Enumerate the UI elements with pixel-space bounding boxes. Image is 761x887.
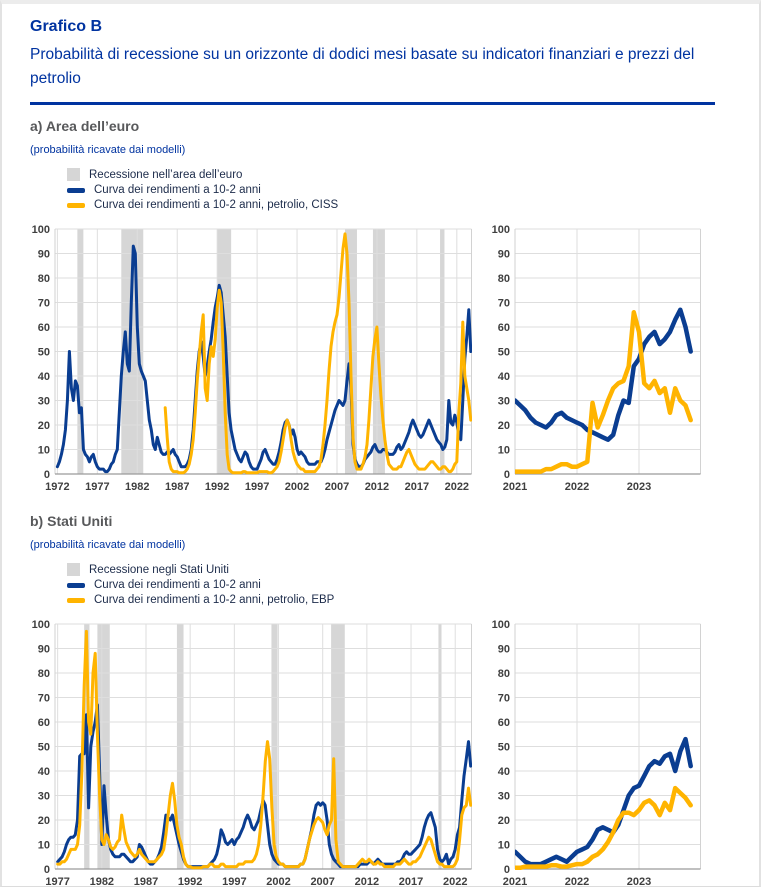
y-tick-label: 60 (497, 717, 510, 730)
legend-item-yield-curve (67, 184, 713, 196)
y-tick-label: 60 (37, 322, 50, 335)
y-tick-label: 100 (31, 619, 50, 632)
y-tick-label: 10 (497, 444, 510, 457)
y-tick-label: 20 (37, 420, 50, 433)
y-tick-label: 100 (491, 619, 510, 632)
y-tick-label: 50 (37, 346, 50, 359)
legend-label: Curva dei rendimenti a 10-2 anni (94, 579, 261, 592)
y-tick-label: 50 (37, 741, 50, 754)
panel-b-legend (67, 563, 713, 606)
y-tick-label: 40 (497, 766, 510, 779)
y-tick-label: 60 (37, 717, 50, 730)
euro-area-main-chart (30, 221, 472, 499)
recession-band-swatch (67, 168, 80, 181)
panel-a-legend (67, 168, 713, 211)
panel-b-units: (probabilità ricavate dai modelli) (30, 539, 186, 552)
x-tick-label: 2021 (502, 876, 528, 887)
x-tick-label: 1992 (177, 876, 203, 887)
legend-item-yield-oil-ciss (67, 199, 713, 211)
y-tick-label: 10 (37, 839, 50, 852)
x-tick-label: 2007 (310, 876, 335, 887)
y-tick-label: 50 (497, 741, 510, 754)
y-tick-label: 70 (37, 692, 50, 705)
panel-b-heading: b) Stati Uniti (30, 513, 113, 530)
y-tick-label: 30 (37, 395, 50, 408)
y-tick-label: 0 (503, 864, 510, 877)
panel-united-states (30, 513, 713, 887)
panel-a-charts (30, 221, 713, 499)
y-tick-label: 90 (37, 643, 50, 656)
y-tick-label: 70 (497, 297, 510, 310)
x-tick-label: 2012 (354, 876, 380, 887)
y-tick-label: 10 (37, 444, 50, 457)
y-tick-label: 0 (503, 469, 510, 482)
legend-label: Recessione nell’area dell’euro (89, 168, 243, 181)
y-tick-label: 60 (497, 322, 510, 335)
legend-label: Recessione negli Stati Uniti (89, 563, 229, 576)
y-tick-label: 70 (37, 297, 50, 310)
x-tick-label: 1992 (204, 481, 230, 494)
panel-euro-area (30, 118, 713, 499)
recession-band-swatch (67, 563, 80, 576)
euro-area-history-svg (30, 221, 472, 494)
x-tick-label: 2022 (444, 481, 470, 494)
y-tick-label: 80 (497, 273, 510, 286)
us-history-svg (30, 616, 472, 887)
blue-line-swatch (67, 188, 85, 193)
x-tick-label: 2022 (564, 481, 590, 494)
y-tick-label: 30 (497, 790, 510, 803)
y-tick-label: 90 (497, 643, 510, 656)
us-detail-chart (488, 616, 701, 887)
x-tick-label: 2022 (442, 876, 468, 887)
x-tick-label: 2017 (398, 876, 424, 887)
series-line-orange (165, 234, 471, 473)
x-tick-label: 2002 (266, 876, 291, 887)
y-tick-label: 90 (37, 248, 50, 261)
euro-area-recent-svg (488, 221, 701, 494)
panel-b-charts (30, 616, 713, 887)
x-tick-label: 1997 (244, 481, 270, 494)
y-tick-label: 30 (37, 790, 50, 803)
x-tick-label: 1977 (85, 481, 110, 494)
panel-a-heading: a) Area dell’euro (30, 118, 140, 135)
us-recent-svg (488, 616, 701, 887)
x-tick-label: 2007 (324, 481, 350, 494)
y-tick-label: 20 (497, 815, 510, 828)
y-tick-label: 20 (37, 815, 50, 828)
y-tick-label: 100 (31, 224, 50, 237)
euro-area-detail-chart (488, 221, 701, 499)
x-tick-label: 1982 (89, 876, 115, 887)
x-tick-label: 2023 (626, 481, 652, 494)
y-tick-label: 70 (497, 692, 510, 705)
legend-label: Curva dei rendimenti a 10-2 anni, petrolio, EBP (94, 594, 335, 607)
x-tick-label: 1987 (164, 481, 190, 494)
x-tick-label: 2021 (502, 481, 528, 494)
x-tick-label: 2022 (564, 876, 590, 887)
y-tick-label: 40 (37, 766, 50, 779)
y-tick-label: 0 (43, 864, 50, 877)
legend-item-recession (67, 168, 713, 181)
x-tick-label: 2012 (364, 481, 390, 494)
x-tick-label: 1977 (45, 876, 70, 887)
panel-a-units: (probabilità ricavate dai modelli) (30, 144, 186, 157)
y-tick-label: 50 (497, 346, 510, 359)
chart-kicker: Grafico B (30, 18, 103, 35)
legend-label: Curva dei rendimenti a 10-2 anni (94, 184, 261, 197)
x-tick-label: 1987 (133, 876, 159, 887)
x-tick-label: 1972 (45, 481, 70, 494)
y-tick-label: 0 (43, 469, 50, 482)
y-tick-label: 40 (37, 371, 50, 384)
x-tick-label: 2002 (284, 481, 310, 494)
y-tick-label: 80 (37, 273, 50, 286)
x-tick-label: 1997 (222, 876, 247, 887)
x-tick-label: 1982 (125, 481, 150, 494)
series-line-orange (58, 631, 471, 867)
legend-label: Curva dei rendimenti a 10-2 anni, petrolio, CISS (94, 199, 339, 212)
y-tick-label: 30 (497, 395, 510, 408)
chart-title: Probabilità di recessione su un orizzonte di dodici mesi basate su indicatori finanziari e prezzi del petrolio (30, 46, 695, 88)
y-tick-label: 80 (37, 668, 50, 681)
legend-item-recession (67, 563, 713, 576)
series-line-blue (57, 246, 470, 472)
y-tick-label: 90 (497, 248, 510, 261)
orange-line-swatch (67, 203, 85, 208)
y-tick-label: 80 (497, 668, 510, 681)
orange-line-swatch (67, 598, 85, 603)
title-rule (30, 102, 715, 105)
y-tick-label: 10 (497, 839, 510, 852)
x-tick-label: 2017 (404, 481, 430, 494)
legend-item-yield-curve (67, 579, 713, 591)
blue-line-swatch (67, 583, 85, 588)
us-main-chart (30, 616, 472, 887)
y-tick-label: 20 (497, 420, 510, 433)
x-tick-label: 2023 (626, 876, 652, 887)
y-tick-label: 100 (491, 224, 510, 237)
legend-item-yield-oil-ebp (67, 594, 713, 606)
y-tick-label: 40 (497, 371, 510, 384)
